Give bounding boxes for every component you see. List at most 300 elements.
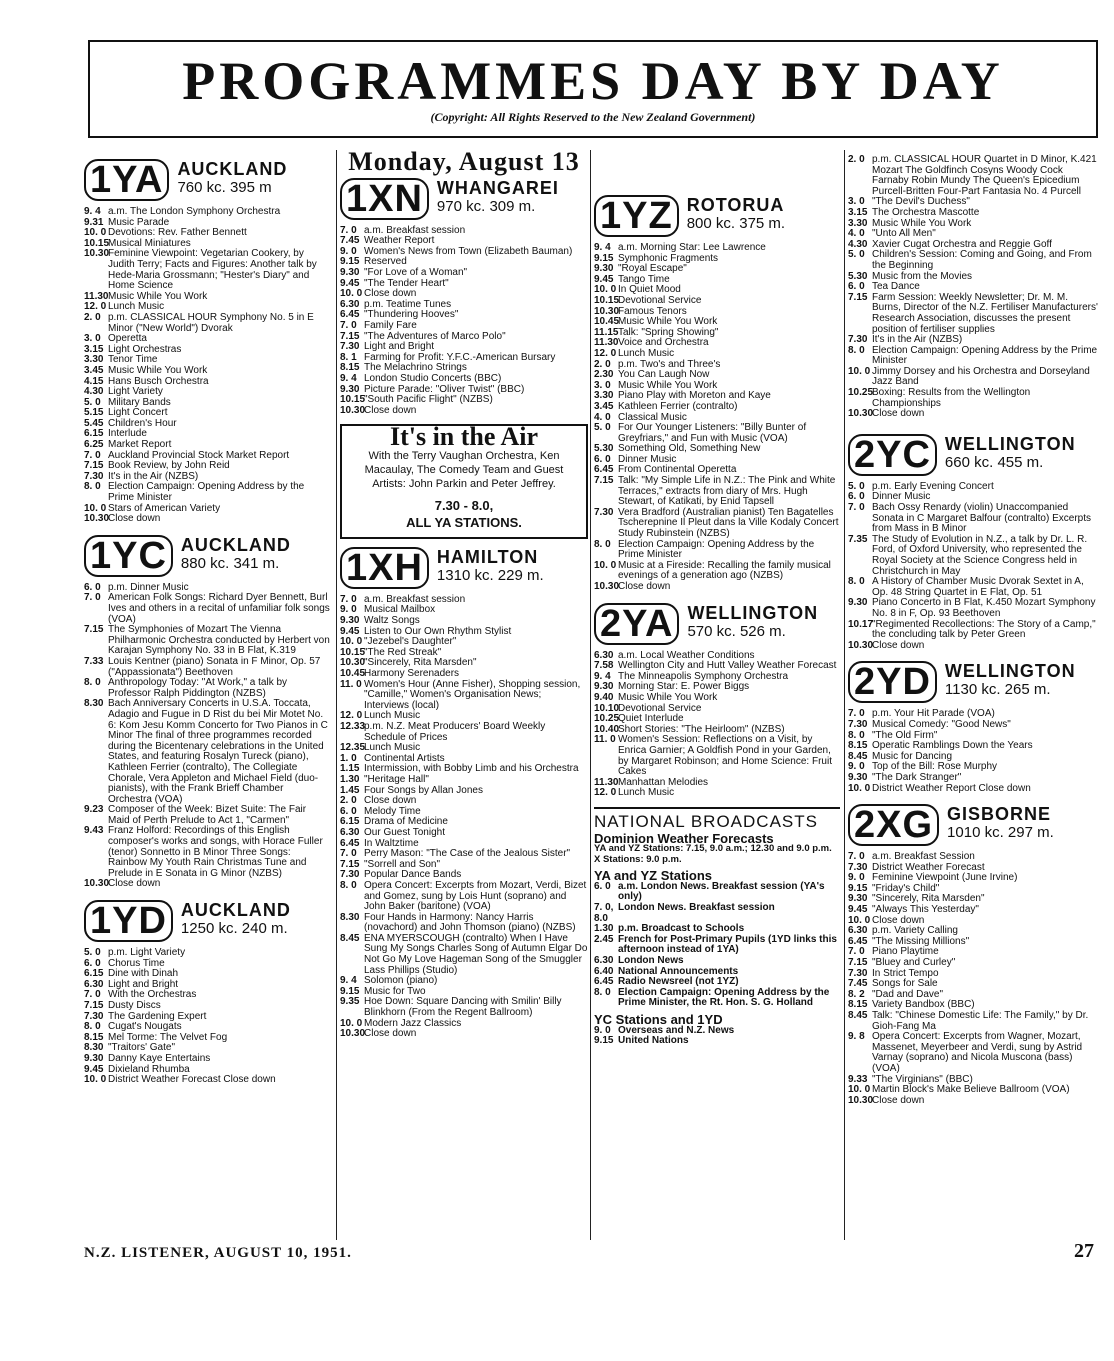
programme-item [848, 1011, 1098, 1032]
programme-title: District Weather Forecast Close down [108, 1074, 276, 1086]
programme-item [594, 349, 840, 360]
programme-title: Harmony Serenaders [364, 668, 460, 680]
programme-time: 12. 0 [594, 347, 617, 359]
programme-title: Hoe Down: Square Dancing with Smilin' Billy Blinkhorn (From the Regent Ballroom) [364, 996, 562, 1019]
programme-item [848, 388, 1098, 409]
programme-item [84, 805, 330, 826]
programme-title: Musical Miniatures [108, 237, 191, 249]
programme-title: The Melachrino Strings [364, 362, 467, 374]
column-2 [340, 147, 588, 1040]
programme-time: 8. 0 [848, 576, 865, 588]
programme-time: 7.45 [340, 235, 360, 247]
programme-time: 10.10 [594, 702, 620, 714]
programme-time: 9.30 [84, 1052, 104, 1064]
programme-time: 7.45 [848, 978, 868, 990]
station-logo: 2XG [848, 804, 939, 846]
national-broadcasts-title: NATIONAL BROADCASTS [594, 807, 840, 828]
programme-time: 9.30 [340, 383, 360, 395]
programme-time: 9. 4 [594, 670, 611, 682]
programme-title: Quiet Interlude [618, 713, 684, 725]
programme-time: 10. 0 [340, 288, 363, 300]
station-frequency: 1010 kc. 297 m. [947, 824, 1054, 842]
programme-title: "Friday's Child" [872, 882, 940, 894]
programme-title: Election Campaign: Opening Address by the Prime Minister [618, 538, 815, 561]
programme-title: "Always This Yesterday" [872, 904, 979, 916]
programme-title: District Weather Forecast [872, 861, 985, 873]
programme-item [848, 503, 1098, 535]
programme-title: Four Songs by Allan Jones [364, 784, 483, 796]
programme-title: a.m. Breakfast session [364, 224, 466, 236]
programme-time: 5.30 [848, 270, 868, 282]
programme-time: 9.35 [340, 996, 360, 1008]
programme-title: ENA MYERSCOUGH (contralto) When I Have Sung My Songs Charles Song of Autumn Elgar Do Not Go My Love Hageman Song of the Smuggler Lass Phillips (Studio) [364, 932, 588, 976]
programme-time: 7.33 [84, 655, 104, 667]
programme-time: 8.45 [340, 932, 360, 944]
programme-title: Stars of American Variety [108, 502, 221, 514]
weather-line: YA and YZ Stations: 7.15, 9.0 a.m.; 12.30 and 9.0 p.m. [594, 843, 832, 855]
programme-title: A History of Chamber Music Dvorak Sextet in A, Op. 48 String Quartet in E Flat, Op. 51 [872, 576, 1084, 598]
programme-time: 6.15 [84, 968, 104, 980]
programme-title: You Can Laugh Now [618, 369, 710, 381]
programme-list-1xn [340, 226, 588, 417]
programme-list-1yd [84, 948, 330, 1086]
programme-time: 2.30 [594, 369, 614, 381]
programme-title: p.m. CLASSICAL HOUR Quartet in D Minor, K.421 Mozart The Goldfinch Cosyns Woody Cock Farnaby Robin Mundy The Queen's Epicedium Purcell-Britten Four-Part Fantasia No. 4 Purcell [872, 154, 1097, 197]
programme-item [84, 482, 330, 503]
station-logo: 1YA [84, 159, 169, 201]
programme-time: 7. 0 [340, 848, 357, 860]
programme-time: 7. 0 [340, 593, 357, 605]
programme-item [594, 882, 840, 903]
programme-title: Interlude [108, 428, 147, 440]
programme-title: Louis Kentner (piano) Sonata in F Minor, Op. 57 ("Appassionata") Beethoven [108, 655, 321, 678]
programme-title: Symphonic Fragments [618, 252, 719, 264]
programme-time: 10.15 [594, 294, 620, 306]
programme-time: 4.15 [84, 375, 104, 387]
programme-title: For Our Younger Listeners: "Billy Bunter of Greyfriars," and Fun with Music (VOA) [618, 422, 807, 444]
programme-list-1xh [340, 595, 588, 1040]
programme-item [340, 374, 588, 385]
programme-title: Tenor Time [108, 354, 158, 366]
copyright-notice: (Copyright: All Rights Reserved to the New Zealand Government) [430, 110, 756, 124]
programme-time: 9. 0 [848, 872, 865, 884]
station-header-1yc [84, 535, 330, 577]
programme-time: 9. 0 [594, 1024, 611, 1036]
programme-title: Radio Newsreel (not 1YZ) [618, 976, 739, 988]
programme-item [340, 1029, 588, 1040]
station-header-1ya [84, 159, 330, 201]
programme-title: The Symphonies of Mozart The Vienna Philharmonic Orchestra conducted by Herbert von Karajan Symphony No. 33 in B Flat, K.319 [108, 624, 330, 657]
programme-title: Popular Dance Bands [364, 869, 462, 881]
programme-title: Tango Time [618, 273, 670, 285]
programme-item [848, 250, 1098, 271]
programme-title: Lunch Music [108, 301, 165, 313]
programme-time: 3.30 [594, 390, 614, 402]
programme-title: Composer of the Week: Bizet Suite: The Fair Maid of Perth Prelude to Act 1, "Carmen" [108, 804, 307, 826]
programme-time: 6.30 [340, 298, 360, 310]
programme-item [340, 775, 588, 786]
programme-title: Hans Busch Orchestra [108, 375, 209, 387]
column-1 [84, 155, 330, 1086]
station-frequency: 1130 kc. 265 m. [944, 681, 1051, 699]
programme-item [340, 321, 588, 332]
programme-time: 8. 0 [594, 538, 611, 550]
programme-time: 7.15 [340, 858, 360, 870]
programme-title: Close down [872, 408, 925, 420]
programme-title: "The Virginians" (BBC) [872, 1073, 973, 1085]
programme-title: Light Orchestras [108, 343, 182, 355]
programme-item [84, 1054, 330, 1065]
programme-title: "For Love of a Woman" [364, 266, 468, 278]
programme-item [594, 935, 840, 956]
programme-title: p.m. Your Hit Parade (VOA) [872, 708, 995, 720]
programme-time: 9.43 [84, 825, 104, 837]
programme-title: Music from the Movies [872, 270, 973, 282]
station-header-2ya [594, 603, 840, 645]
programme-item [594, 243, 840, 254]
programme-title: Tea Dance [872, 281, 920, 293]
programme-time: 6.45 [594, 464, 614, 476]
programme-title: Mel Torme: The Velvet Fog [108, 1031, 228, 1043]
programme-item [848, 598, 1098, 619]
programme-time: 7.30 [594, 506, 614, 518]
column-divider [844, 150, 845, 1240]
programme-item [84, 826, 330, 879]
programme-title: "The Old Firm" [872, 729, 938, 741]
programme-time: 7. 0 [848, 851, 865, 863]
programme-time: 10.30 [594, 305, 620, 317]
programme-time: 10.15 [84, 237, 110, 249]
station-frequency: 570 kc. 526 m. [687, 622, 786, 640]
programme-item [594, 988, 840, 1009]
programme-time: 10.30 [594, 581, 620, 592]
programme-time: 11.30 [594, 337, 619, 349]
programme-time: 9. 4 [84, 206, 101, 217]
station-logo: 2YD [848, 661, 937, 703]
programme-time: 8.45 [848, 750, 868, 762]
station-header-1xn [340, 178, 588, 220]
programme-time: 7.15 [84, 624, 104, 636]
masthead-box [88, 40, 1098, 138]
station-logo: 1YZ [594, 195, 679, 237]
programme-title: It's in the Air (NZBS) [872, 334, 963, 346]
programme-time: 3. 0 [84, 333, 101, 345]
programme-item [848, 641, 1098, 652]
programme-time: 3.15 [848, 206, 868, 218]
programme-time: 5.15 [84, 407, 104, 419]
programme-time: 9. 8 [848, 1031, 865, 1043]
box-title: It's in the Air [389, 422, 539, 452]
programme-time: 9.45 [340, 625, 360, 637]
programme-title: Martin Block's Make Believe Ballroom (VOA) [872, 1084, 1070, 1096]
programme-title: Feminine Viewpoint: Vegetarian Cookery, by Judith Terry; Facts and Figures: Another talk by Hede-Maria Grossmann; "Hester's Diary" and Home Science [108, 248, 317, 292]
programme-title: Lunch Music [364, 710, 421, 722]
programme-time: 11. 0 [340, 678, 362, 690]
programme-item [594, 788, 840, 799]
programme-time: 10.25 [848, 387, 874, 399]
programme-time: 3.30 [84, 354, 104, 366]
programme-time: 10.15 [340, 394, 366, 406]
programme-time: 7. 0 [848, 502, 865, 514]
programme-time: 8. 0 [594, 986, 611, 998]
programme-item [340, 828, 588, 839]
programme-title: Feminine Viewpoint (June Irvine) [872, 872, 1018, 884]
programme-item [848, 1032, 1098, 1074]
programme-title: p.m. Variety Calling [872, 925, 958, 937]
programme-title: Overseas and N.Z. News [618, 1024, 735, 1036]
programme-title: Four Hands in Harmony: Nancy Harris (novachord) and John Thomson (piano) (NZBS) [364, 911, 576, 934]
programme-title: Short Stories: "The Heirloom" (NZBS) [618, 723, 785, 735]
programme-title: Women's News from Town (Elizabeth Bauman) [364, 245, 573, 257]
programme-item [594, 693, 840, 704]
programme-time: 1.30 [594, 923, 614, 935]
programme-time: 10.25 [594, 713, 620, 725]
programme-time: 6.40 [594, 965, 614, 977]
programme-time: 6.15 [84, 428, 104, 440]
programme-time: 7.30 [848, 718, 868, 730]
programme-title: Operetta [108, 333, 147, 345]
programme-time: 6. 0 [594, 880, 611, 892]
programme-time: 7.15 [84, 460, 104, 472]
programme-title: Boxing: Results from the Wellington Championships [872, 387, 1031, 409]
programme-title: Our Guest Tonight [364, 826, 445, 838]
programme-time: 10.30 [848, 408, 874, 420]
programme-list-2yc [848, 482, 1098, 652]
programme-item [84, 313, 330, 334]
programme-title: Piano Playtime [872, 946, 939, 958]
programme-time: 6.25 [84, 439, 104, 451]
programme-time: 7. 0 [340, 224, 357, 236]
programme-time: 11.15 [594, 326, 619, 338]
programme-time: 8. 0 [848, 729, 865, 741]
programme-title: "Sincerely, Rita Marsden" [364, 657, 477, 669]
programme-time: 7.15 [84, 1000, 104, 1011]
day-heading: Monday, August 13 [348, 147, 580, 176]
programme-time: 7. 0 [340, 319, 357, 331]
programme-title: American Folk Songs: Richard Dyer Bennett, Burl Ives and others in a recital of unfamiliar folk songs (VOA) [108, 592, 330, 625]
programme-title: p.m. Light Variety [108, 947, 186, 959]
programme-title: Children's Hour [108, 417, 177, 429]
programme-title: Jimmy Dorsey and his Orchestra and Dorseyland Jazz Band [872, 365, 1090, 388]
programme-title: Manhattan Melodies [618, 776, 709, 788]
station-frequency: 1250 kc. 240 m. [180, 920, 288, 938]
programme-time: 9. 4 [340, 975, 357, 987]
programme-title: Dusty Discs [108, 1000, 161, 1011]
programme-time: 12. 0 [340, 710, 363, 722]
programme-title: Xavier Cugat Orchestra and Reggie Goff [872, 238, 1052, 250]
programme-title: "Dad and Dave" [872, 988, 944, 1000]
programme-title: London Studio Concerts (BBC) [364, 372, 502, 384]
programme-time: 2. 0 [340, 795, 357, 807]
programme-time: 5. 0 [848, 480, 865, 492]
programme-time: 4.30 [84, 386, 104, 398]
programme-time: 1.15 [340, 763, 360, 775]
programme-time: 7. 0, 8.0 [594, 902, 614, 924]
programme-time: 6.30 [848, 925, 868, 937]
programme-time: 6. 0 [84, 581, 101, 593]
programme-time: 6.45 [340, 837, 360, 849]
programme-time: 3. 0 [594, 379, 611, 391]
programme-list-1yz [594, 243, 840, 593]
station-city: WELLINGTON [944, 661, 1076, 682]
programme-time: 10.30 [84, 878, 110, 890]
programme-time: 2. 0 [594, 358, 611, 370]
programme-title: Danny Kaye Entertains [108, 1052, 211, 1064]
programme-time: 8. 0 [84, 1021, 101, 1033]
programme-title: Drama of Medicine [364, 816, 448, 828]
programme-title: Close down [872, 914, 925, 926]
station-city: AUCKLAND [180, 900, 291, 921]
programme-title: Musical Comedy: "Good News" [872, 718, 1011, 730]
programme-item [84, 514, 330, 525]
programme-title: "Royal Escape" [618, 263, 687, 275]
box-time: 7.30 - 8.0, [434, 497, 494, 513]
station-header-1yd [84, 900, 330, 942]
programme-item [340, 913, 588, 934]
programme-title: French for Post-Primary Pupils (1YD links this afternoon instead of 1YA) [618, 933, 837, 956]
programme-title: "South Pacific Flight" (NZBS) [364, 394, 493, 406]
programme-item [84, 1075, 330, 1086]
programme-time: 3.45 [84, 364, 104, 376]
programme-time: 8. 0 [848, 344, 865, 356]
programme-time: 12.33 [340, 721, 366, 732]
programme-title: Lunch Music [364, 742, 421, 754]
programme-title: In Quiet Mood [618, 284, 681, 296]
programme-title: The Minneapolis Symphony Orchestra [618, 670, 789, 682]
column-3 [594, 155, 840, 1047]
programme-time: 10.15 [340, 646, 366, 658]
programme-title: Dine with Dinah [108, 968, 179, 980]
station-header-1yz [594, 195, 840, 237]
programme-time: 12.35 [340, 742, 366, 754]
programme-title: Auckland Provincial Stock Market Report [108, 449, 290, 461]
programme-title: London News. Breakfast session [618, 902, 775, 914]
programme-time: 9. 0 [340, 245, 357, 257]
programme-item [84, 593, 330, 625]
programme-time: 8. 0 [84, 481, 101, 493]
programme-title: Top of the Bill: Rose Murphy [872, 761, 998, 773]
programme-time: 1.30 [340, 773, 360, 785]
programme-time: 6.15 [340, 816, 360, 828]
programme-title: Family Fare [364, 319, 417, 331]
programme-title: Intermission, with Bobby Limb and his Orchestra [364, 763, 579, 775]
weather-line: X Stations: 9.0 p.m. [594, 853, 682, 865]
programme-list-2yd [848, 709, 1098, 794]
page-number: 27 [1074, 1240, 1094, 1262]
programme-title: "Bluey and Curley" [872, 957, 956, 969]
programme-title: The Gardening Expert [108, 1010, 207, 1022]
programme-time: 7. 0 [848, 946, 865, 958]
programme-time: 10. 0 [340, 636, 363, 648]
programme-time: 8.45 [848, 1010, 868, 1021]
programme-item [340, 680, 588, 712]
programme-title: a.m. Breakfast Session [872, 851, 975, 863]
programme-item [594, 903, 840, 924]
programme-title: Music Parade [108, 216, 170, 228]
programme-title: Women's Session: Reflections on a Visit, by Enrica Garnier; A Goldfish Pond in your Garden, by Margaret Robinson; and Home Science: Fruit Cakes [618, 734, 832, 778]
programme-time: 6. 0 [848, 491, 865, 503]
programme-time: 9.30 [340, 615, 360, 627]
programme-time: 7.30 [848, 861, 868, 873]
programme-title: Kathleen Ferrier (contralto) [618, 400, 738, 412]
programme-title: London News [618, 955, 684, 967]
programme-title: Morning Star: E. Power Biggs [618, 681, 750, 693]
programme-title: Close down [364, 404, 417, 416]
programme-time: 8.15 [848, 999, 868, 1011]
programme-title: Bach Ossy Renardy (violin) Unaccompanied Sonata in C Margaret Balfour (contralto) Excerpts from Mass in B Minor [872, 502, 1091, 535]
programme-time: 10.30 [84, 513, 110, 525]
programme-item [594, 402, 840, 413]
programme-title: "Traitors' Gate" [108, 1042, 175, 1054]
station-city: WHANGAREI [436, 177, 559, 198]
programme-title: p.m. CLASSICAL HOUR Symphony No. 5 in E Minor ("New World") Dvorak [108, 311, 314, 334]
programme-time: 10. 0 [84, 1074, 107, 1086]
programme-title: Music for Two [364, 985, 426, 997]
programme-time: 1.45 [340, 784, 360, 796]
programme-title: Piano Play with Moreton and Kaye [618, 390, 771, 402]
programme-title: From Continental Operetta [618, 464, 737, 476]
programme-time: 10.30 [340, 404, 366, 416]
programme-item [340, 997, 588, 1018]
programme-time: 9.45 [84, 1063, 104, 1075]
programme-list-2ya [594, 651, 840, 799]
programme-title: Piano Concerto in B Flat, K.450 Mozart Symphony No. 8 in F, Op. 93 Beethoven [872, 597, 1096, 619]
programme-time: 3.45 [594, 400, 614, 412]
programme-time: 7.58 [594, 660, 614, 672]
programme-list-1ya [84, 207, 330, 525]
programme-time: 7.15 [848, 957, 868, 969]
column-divider [590, 150, 591, 1240]
programme-item [848, 535, 1098, 577]
programme-time: 10. 0 [84, 502, 107, 514]
programme-item [84, 1001, 330, 1012]
programme-time: 7. 0 [84, 989, 101, 1001]
programme-time: 8. 0 [84, 677, 101, 689]
programme-time: 9. 4 [594, 242, 611, 253]
programme-title: Vera Bradford (Australian pianist) Ten Bagatelles Tscherepnine Il Pleut dans la Ville Kodaly Concert Study Rubinstein (NZBS) [618, 506, 839, 540]
programme-time: 11.30 [84, 290, 109, 302]
programme-time: 7.15 [848, 291, 868, 303]
programme-title: Music While You Work [618, 379, 718, 391]
programme-time: 7.30 [848, 967, 868, 979]
programme-title: With the Orchestras [108, 989, 197, 1001]
programme-time: 9. 0 [340, 604, 357, 616]
programme-time: 9.45 [848, 904, 868, 916]
programme-title: Music While You Work [618, 691, 718, 703]
programme-time: 9.30 [848, 771, 868, 783]
programme-title: Lunch Music [618, 787, 675, 799]
programme-time: 7. 0 [84, 449, 101, 461]
programme-title: Voice and Orchestra [618, 337, 709, 349]
station-frequency: 970 kc. 309 m. [436, 197, 536, 215]
programme-time: 10. 0 [848, 782, 871, 794]
programme-title: Chorus Time [108, 957, 165, 969]
programme-title: Light Variety [108, 386, 163, 398]
programme-time: 8. 0 [340, 879, 357, 891]
programme-title: Farm Session: Weekly Newsletter; Dr. M. M. Burns, Director of the N.Z. Fertiliser Manufacturers' Research Association, discusses the present position of fertiliser supplies [872, 291, 1098, 335]
programme-time: 3. 0 [848, 196, 865, 208]
station-city: AUCKLAND [177, 159, 288, 179]
station-header-2yd [848, 661, 1098, 703]
station-city: GISBORNE [947, 804, 1052, 825]
programme-time: 11.30 [594, 776, 619, 788]
programme-title: Music While You Work [872, 217, 972, 229]
station-logo: 1YD [84, 900, 173, 942]
programme-title: "The Red Streak" [364, 646, 442, 658]
programme-item [84, 207, 330, 218]
programme-item [594, 561, 840, 582]
programme-title: "Unto All Men" [872, 228, 936, 240]
